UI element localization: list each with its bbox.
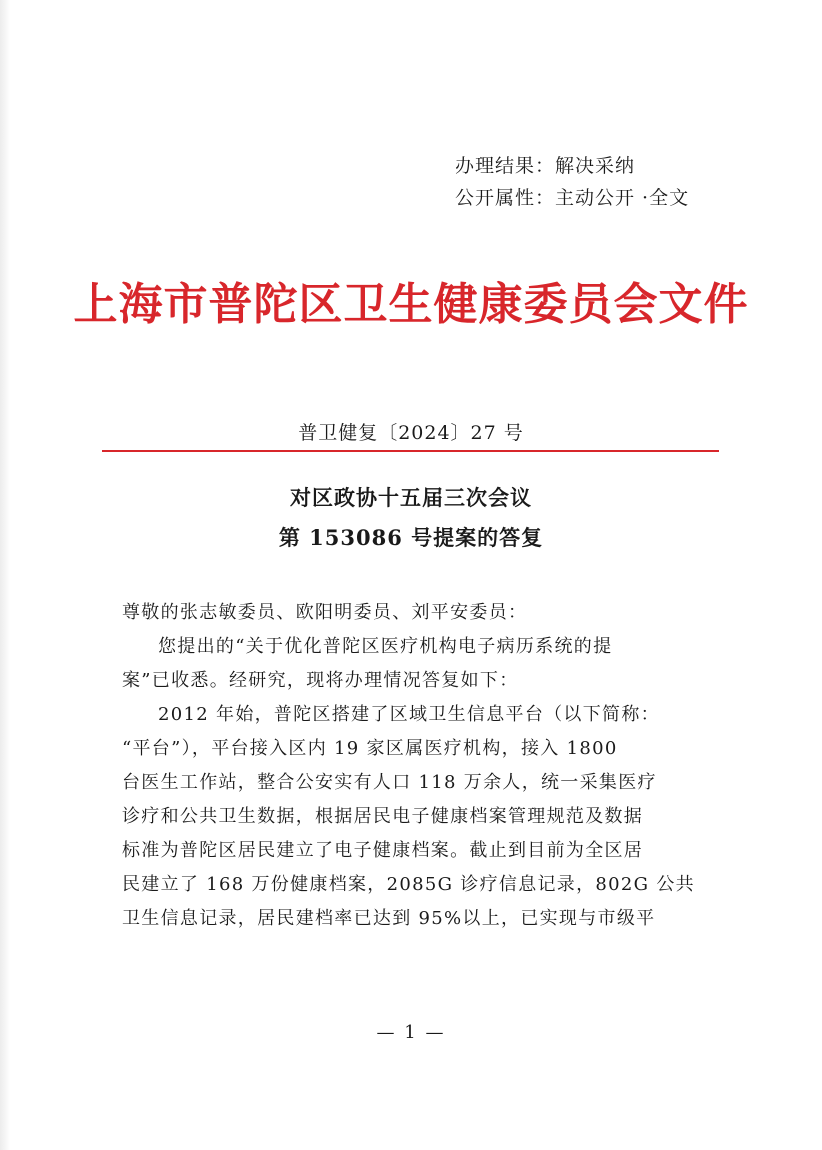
body-line: 诊疗和公共卫生数据，根据居民电子健康档案管理规范及数据	[122, 806, 644, 827]
body-line: 2012 年始，普陀区搭建了区域卫生信息平台（以下简称：	[158, 704, 660, 725]
body-line: 民建立了 168 万份健康档案，2085G 诊疗信息记录，802G 公共	[122, 874, 695, 895]
document-title	[100, 478, 722, 558]
page-number: — 1 —	[376, 1022, 446, 1043]
document-meta	[455, 150, 795, 214]
body-line: 案”已收悉。经研究，现将办理情况答复如下：	[122, 670, 519, 691]
body-line: 您提出的“关于优化普陀区医疗机构电子病历系统的提	[158, 636, 613, 657]
body-line: “平台”），平台接入区内 19 家区属医疗机构，接入 1800	[122, 738, 618, 759]
red-masthead: 上海市普陀区卫生健康委员会文件	[73, 279, 749, 330]
salutation: 尊敬的张志敏委员、欧阳明委员、刘平安委员：	[122, 602, 528, 623]
page-edge-shadow	[0, 0, 10, 1150]
body-line: 台医生工作站，整合公安实有人口 118 万余人，统一采集医疗	[122, 772, 657, 793]
red-divider-line	[102, 450, 719, 452]
document-body	[122, 596, 706, 936]
handling-result: 办理结果：解决采纳	[455, 155, 636, 177]
body-line: 卫生信息记录，居民建档率已达到 95%以上，已实现与市级平	[122, 908, 656, 929]
disclosure-attribute: 公开属性：主动公开 ·全文	[455, 187, 690, 209]
body-line: 标准为普陀区居民建立了电子健康档案。截止到目前为全区居	[122, 840, 644, 861]
document-number: 普卫健复〔2024〕27 号	[298, 422, 524, 444]
title-line-2: 第 153086 号提案的答复	[278, 525, 544, 550]
title-line-1: 对区政协十五届三次会议	[290, 485, 532, 510]
